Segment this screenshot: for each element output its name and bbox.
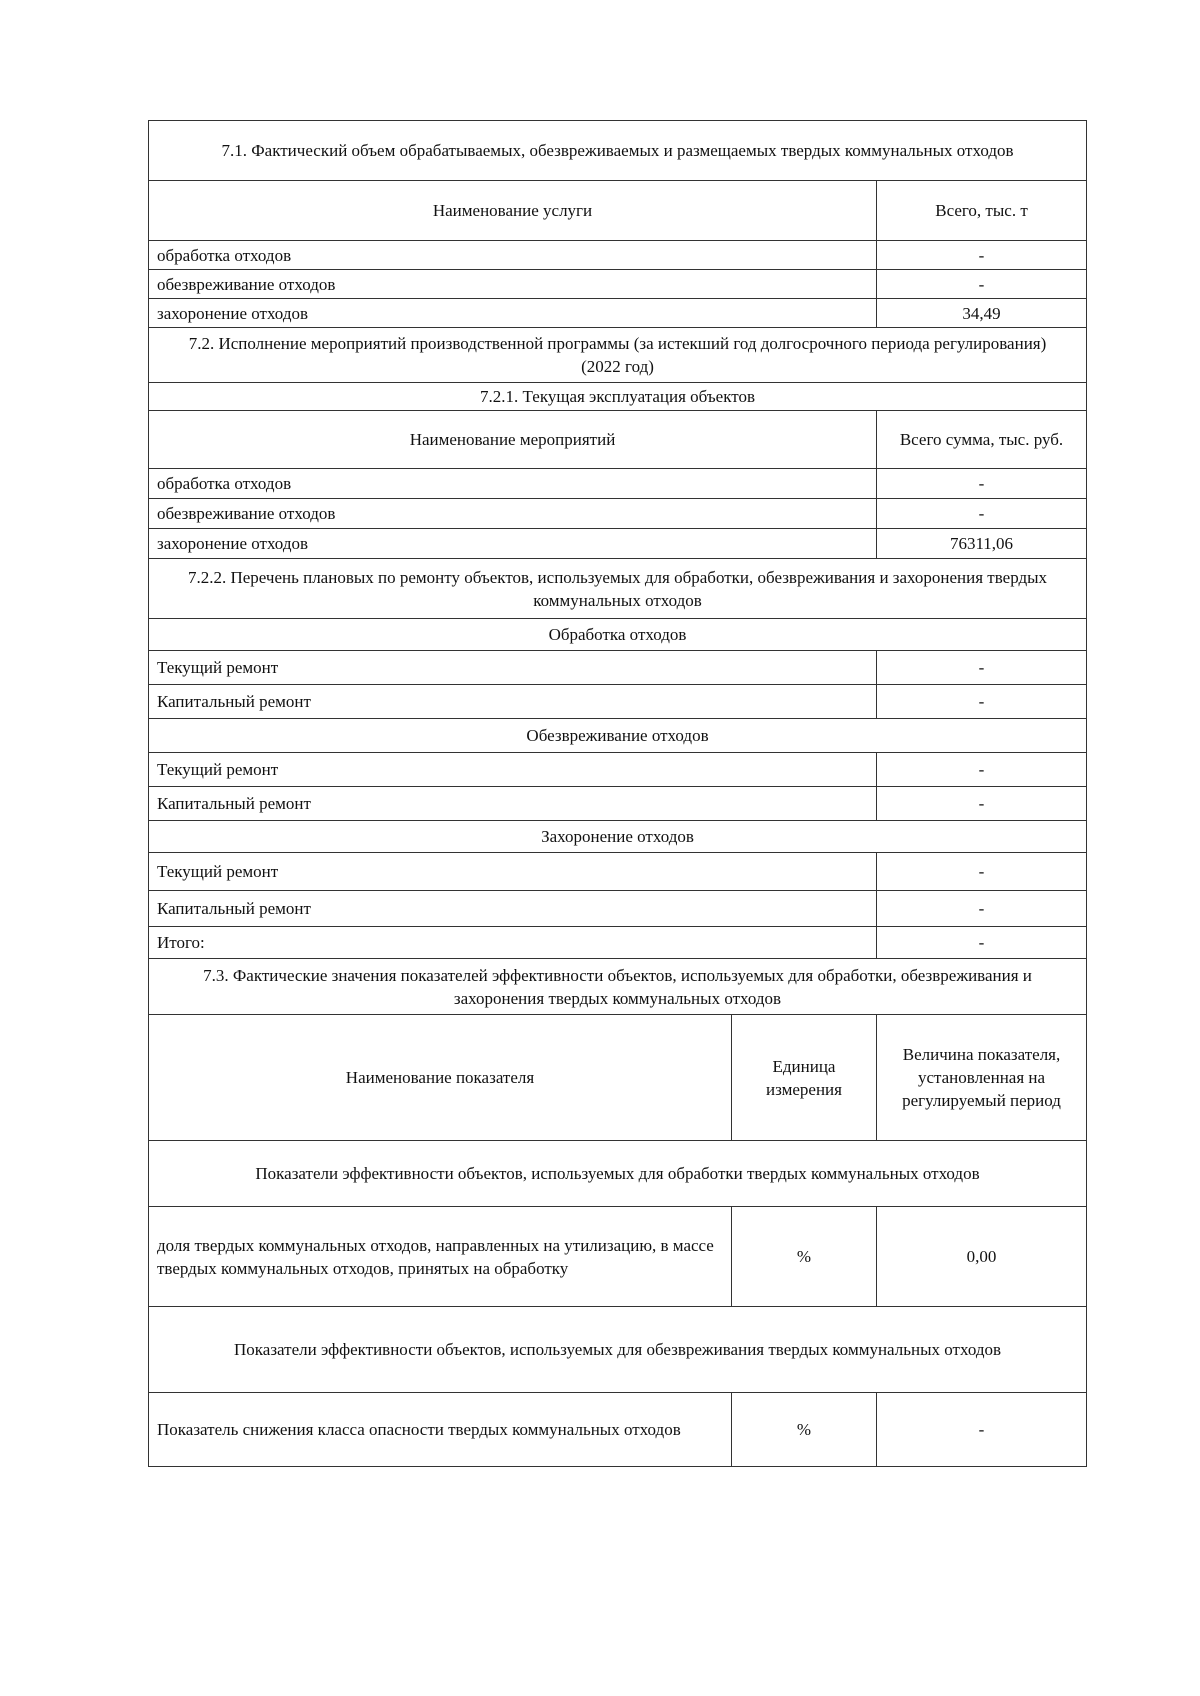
service-row-value: 34,49 <box>877 299 1087 328</box>
repair-row-name: Капитальный ремонт <box>149 685 877 719</box>
header-service-name: Наименование услуги <box>149 181 877 241</box>
group-heading: Захоронение отходов <box>149 821 1087 853</box>
repair-row-value: - <box>877 685 1087 719</box>
group-heading: Обезвреживание отходов <box>149 719 1087 753</box>
service-row-name: обезвреживание отходов <box>149 270 877 299</box>
header-unit: Единица измерения <box>732 1015 877 1141</box>
header-measure-name: Наименование мероприятий <box>149 411 877 469</box>
repair-row-name: Текущий ремонт <box>149 651 877 685</box>
measure-row-value: - <box>877 499 1087 529</box>
header-total-sum: Всего сумма, тыс. руб. <box>877 411 1087 469</box>
service-row-value: - <box>877 270 1087 299</box>
header-total-thousand-tons: Всего, тыс. т <box>877 181 1087 241</box>
section-7-3-title: 7.3. Фактические значения показателей эффективности объектов, используемых для обработки, обезвреживания и захоронения твердых коммунальных отходов <box>149 959 1087 1015</box>
header-indicator-name: Наименование показателя <box>149 1015 732 1141</box>
header-indicator-value: Величина показателя, установленная на регулируемый период <box>877 1015 1087 1141</box>
report-table <box>148 120 1087 1467</box>
indicator-name: Показатель снижения класса опасности твердых коммунальных отходов <box>149 1393 732 1467</box>
measure-row-value: - <box>877 469 1087 499</box>
service-row-name: обработка отходов <box>149 241 877 270</box>
section-7-2-1-title: 7.2.1. Текущая эксплуатация объектов <box>149 383 1087 411</box>
group-heading: Обработка отходов <box>149 619 1087 651</box>
total-label: Итого: <box>149 927 877 959</box>
repair-row-value: - <box>877 787 1087 821</box>
indicator-group-heading: Показатели эффективности объектов, используемых для обезвреживания твердых коммунальных отходов <box>149 1307 1087 1393</box>
repair-row-value: - <box>877 853 1087 891</box>
indicator-value: 0,00 <box>877 1207 1087 1307</box>
indicator-value: - <box>877 1393 1087 1467</box>
service-row-name: захоронение отходов <box>149 299 877 328</box>
service-row-value: - <box>877 241 1087 270</box>
section-7-2-2-title: 7.2.2. Перечень плановых по ремонту объектов, используемых для обработки, обезвреживания и захоронения твердых коммунальных отходов <box>149 559 1087 619</box>
indicator-unit: % <box>732 1207 877 1307</box>
repair-row-value: - <box>877 651 1087 685</box>
repair-row-name: Капитальный ремонт <box>149 787 877 821</box>
measure-row-name: захоронение отходов <box>149 529 877 559</box>
indicator-group-heading: Показатели эффективности объектов, используемых для обработки твердых коммунальных отходов <box>149 1141 1087 1207</box>
repair-row-name: Текущий ремонт <box>149 853 877 891</box>
total-value: - <box>877 927 1087 959</box>
measure-row-name: обработка отходов <box>149 469 877 499</box>
indicator-name: доля твердых коммунальных отходов, направленных на утилизацию, в массе твердых коммунальных отходов, принятых на обработку <box>149 1207 732 1307</box>
measure-row-name: обезвреживание отходов <box>149 499 877 529</box>
repair-row-name: Капитальный ремонт <box>149 891 877 927</box>
repair-row-value: - <box>877 753 1087 787</box>
measure-row-value: 76311,06 <box>877 529 1087 559</box>
section-7-2-title: 7.2. Исполнение мероприятий производственной программы (за истекший год долгосрочного периода регулирования) (2022 год) <box>149 328 1087 383</box>
repair-row-value: - <box>877 891 1087 927</box>
indicator-unit: % <box>732 1393 877 1467</box>
document-page <box>148 120 1086 1467</box>
section-7-1-title: 7.1. Фактический объем обрабатываемых, обезвреживаемых и размещаемых твердых коммунальных отходов <box>149 121 1087 181</box>
repair-row-name: Текущий ремонт <box>149 753 877 787</box>
